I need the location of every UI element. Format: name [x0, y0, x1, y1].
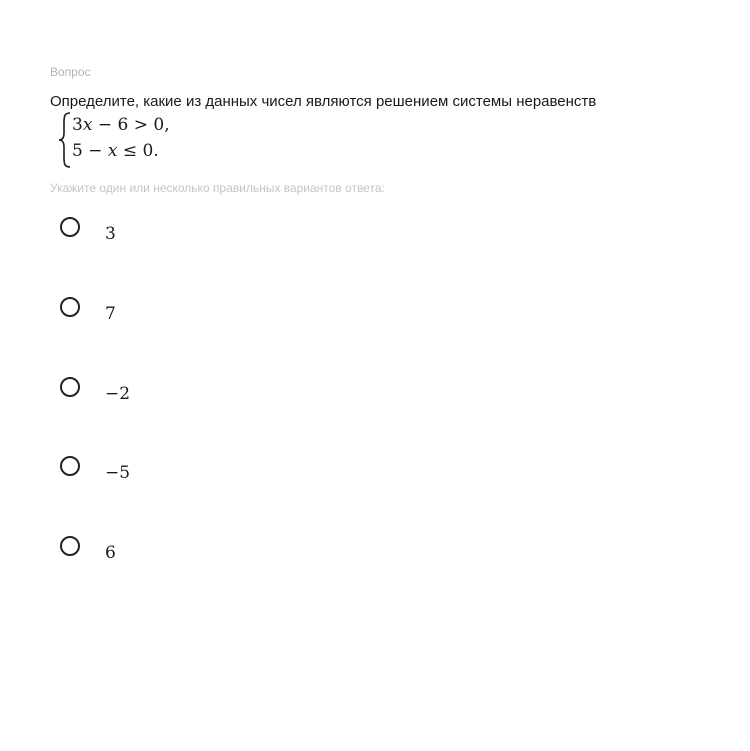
option-label: 3	[105, 224, 116, 244]
radio-button[interactable]	[60, 217, 80, 237]
question-text: Определите, какие из данных чисел являются решением системы неравенств	[50, 93, 597, 110]
inequality-line-1: 3x − 6 > 0,	[72, 115, 170, 135]
inequality-line-2: 5 − x ≤ 0.	[72, 141, 159, 161]
option-label: 7	[105, 304, 116, 324]
answer-hint: Укажите один или несколько правильных вариантов ответа:	[50, 181, 385, 195]
radio-button[interactable]	[60, 456, 80, 476]
option-item[interactable]	[58, 456, 358, 486]
inequality-system	[58, 111, 258, 169]
option-label: −5	[105, 463, 131, 483]
option-item[interactable]	[58, 536, 358, 566]
left-brace-icon	[58, 111, 72, 169]
question-label: Вопрос	[50, 65, 91, 79]
option-label: 6	[105, 543, 116, 563]
option-item[interactable]	[58, 377, 358, 407]
radio-button[interactable]	[60, 297, 80, 317]
option-item[interactable]	[58, 217, 358, 247]
radio-button[interactable]	[60, 377, 80, 397]
option-item[interactable]	[58, 297, 358, 327]
option-label: −2	[105, 384, 131, 404]
radio-button[interactable]	[60, 536, 80, 556]
